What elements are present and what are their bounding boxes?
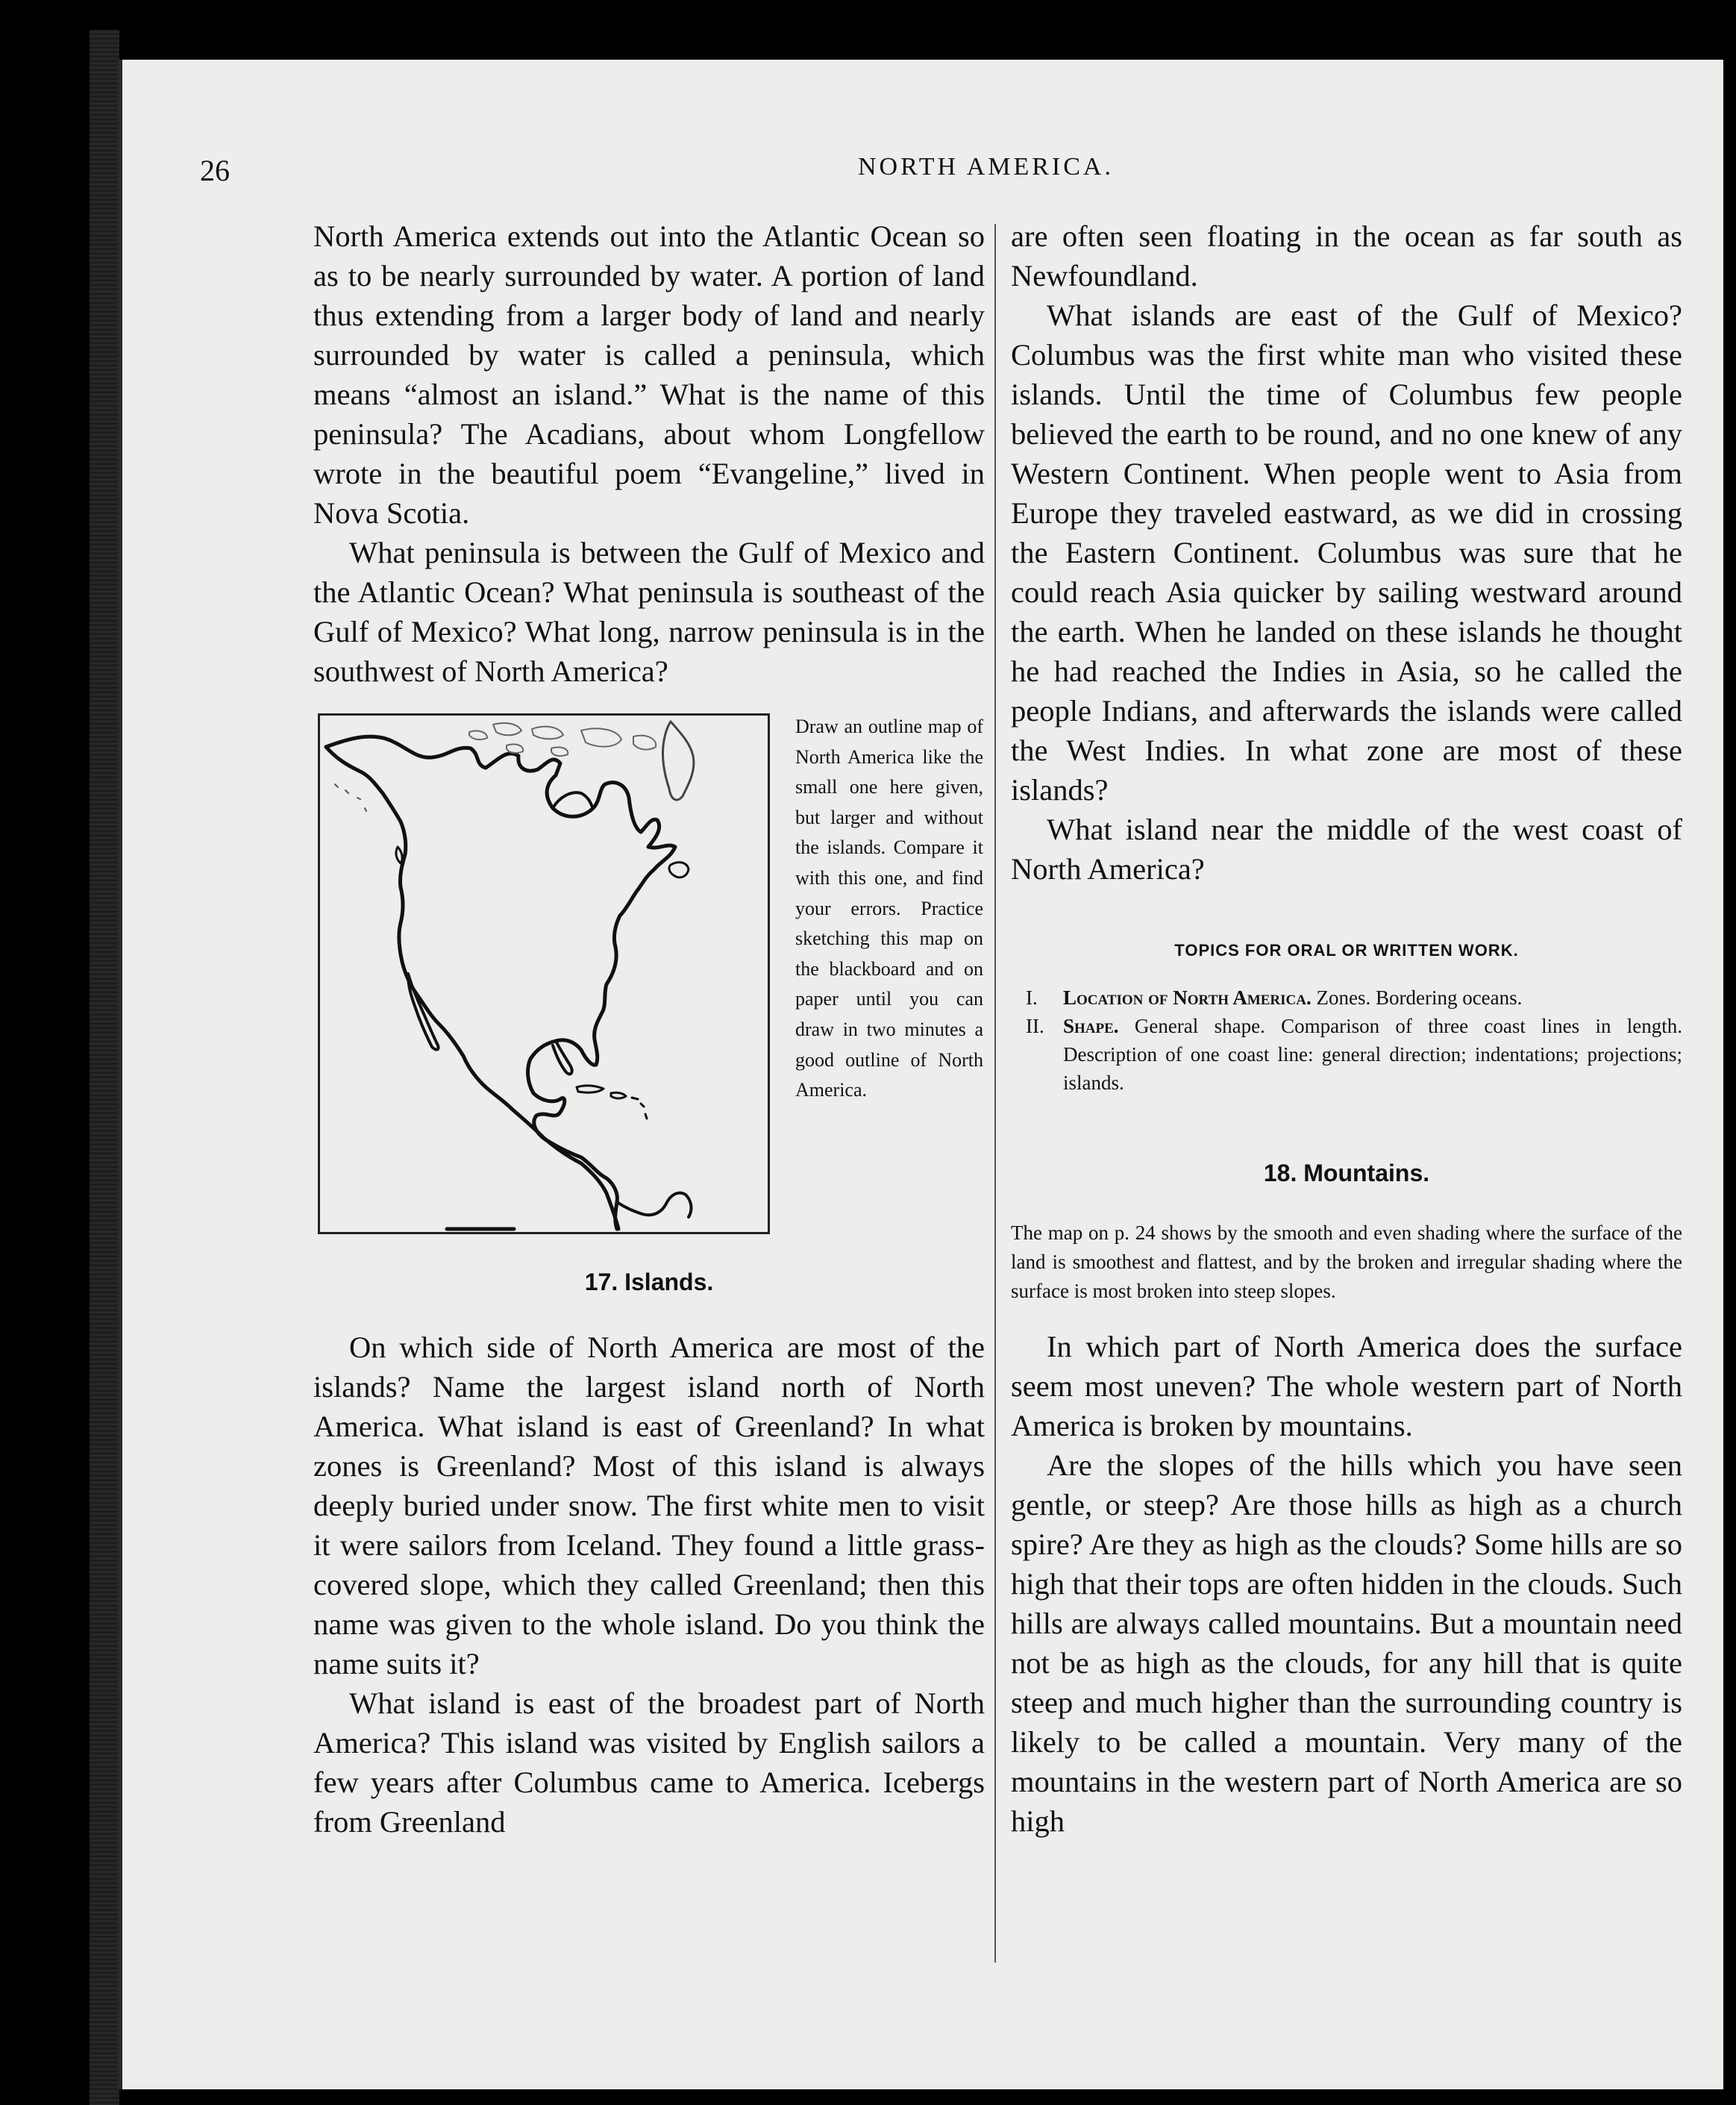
map-note: The map on p. 24 shows by the smooth and even shading where the surface of the land is smoothest and flattest, and by the broken and irregular shading where the surface is most broken into steep slopes. <box>1011 1222 1682 1302</box>
paragraph: What peninsula is between the Gulf of Mexico and the Atlantic Ocean? What peninsula is southeast of the Gulf of Mexico? What long, narrow peninsula is in the southwest of North America? <box>313 536 985 688</box>
topic-lead: Location of North America. <box>1063 986 1312 1009</box>
topics-heading: TOPICS FOR ORAL OR WRITTEN WORK. <box>1174 941 1519 960</box>
topic-number: I. <box>1026 986 1038 1009</box>
paragraph: are often seen floating in the ocean as far south as Newfoundland. <box>1011 219 1682 293</box>
newfoundland-island <box>669 863 689 878</box>
vancouver-island <box>396 847 402 863</box>
aleutian-islands <box>335 784 366 811</box>
topic-lead: Shape. <box>1063 1015 1119 1037</box>
column-divider <box>994 224 996 1962</box>
topic-text: General shape. Comparison of three coast lines in length. Description of one coast line: general direction; indentations; projections; islands. <box>1063 1015 1682 1094</box>
right-column <box>1011 216 1682 1841</box>
west-indies-islands <box>577 1086 647 1119</box>
florida-peninsula <box>553 1041 572 1074</box>
paragraph: What islands are east of the Gulf of Mexico? Columbus was the first white man who visited these islands. Until the time of Columbus few people believed the earth to be round, and no one knew of any Western Continent. When people went to Asia from Europe they traveled eastward, as we did in crossing the Eastern Continent. Columbus was sure that he could reach Asia quicker by sailing westward around the earth. When he landed on these islands he thought he had reached the Indies in Asia, so he called the people Indians, and afterwards the islands were called the West Indies. In what zone are most of these islands? <box>1011 298 1682 807</box>
paragraph: Are the slopes of the hills which you have seen gentle, or steep? Are those hills as high as a church spire? Are they as high as the clouds? Some hills are so high that their tops are often hidden in the clouds. Such hills are always called mountains. But a mountain need not be as high as the clouds, for any hill that is quite steep and much higher than the surrounding country is likely to be called a mountain. Very many of the mountains in the western part of North America are so high <box>1011 1448 1682 1838</box>
topic-number: II. <box>1026 1015 1044 1037</box>
hudson-bay-shore <box>553 792 593 808</box>
paragraph: What island is east of the broadest part of North America? This island was visited by English sailors a few years after Columbus came to America. Icebergs from Greenland <box>313 1686 985 1839</box>
baja-peninsula <box>408 974 439 1050</box>
central-america-coast <box>617 1193 691 1217</box>
topic-text: Zones. Bordering oceans. <box>1311 986 1523 1009</box>
topic-item <box>1011 983 1682 1012</box>
section-heading-mountains: 18. Mountains. <box>1263 1160 1430 1186</box>
north-america-map-drawing <box>320 716 768 1232</box>
paragraph: What island near the middle of the west coast of North America? <box>1011 813 1682 886</box>
map-caption: Draw an outline map of North America like the small one here given, but larger and without the islands. Compare it with this one, and find your errors. Practice sketching this map on the blackboard and on paper until you can draw in two minutes a good outline of North America. <box>795 716 983 1101</box>
map-figure <box>313 704 985 1249</box>
paragraph: In which part of North America does the surface seem most uneven? The whole western part of North America is broken by mountains. <box>1011 1330 1682 1442</box>
arctic-islands <box>469 723 656 756</box>
north-america-outline-map <box>318 713 770 1234</box>
paragraph: On which side of North America are most of the islands? Name the largest island north of North America. What island is east of Greenland? In what zones is Greenland? Most of this island is always deeply buried under snow. The first white men to visit it were sailors from Iceland. They found a little grass-covered slope, which they called Greenland; then this name was given to the whole island. Do you think the name suits it? <box>313 1330 985 1680</box>
paragraph: North America extends out into the Atlantic Ocean so as to be nearly surrounded by water. A portion of land thus extending from a larger body of land and nearly surrounded by water is called a peninsula, which means “almost an island.” What is the name of this peninsula? The Acadians, about whom Longfellow wrote in the beautiful poem “Evangeline,” lived in Nova Scotia. <box>313 219 985 530</box>
left-column <box>313 216 985 1842</box>
running-title: NORTH AMERICA. <box>858 153 1114 181</box>
section-heading-islands: 17. Islands. <box>584 1269 714 1295</box>
page-number: 26 <box>200 154 230 187</box>
continent-outline <box>326 736 675 1229</box>
greenland-outline <box>662 722 693 800</box>
topic-item <box>1011 1012 1682 1097</box>
book-binding <box>90 30 119 2105</box>
